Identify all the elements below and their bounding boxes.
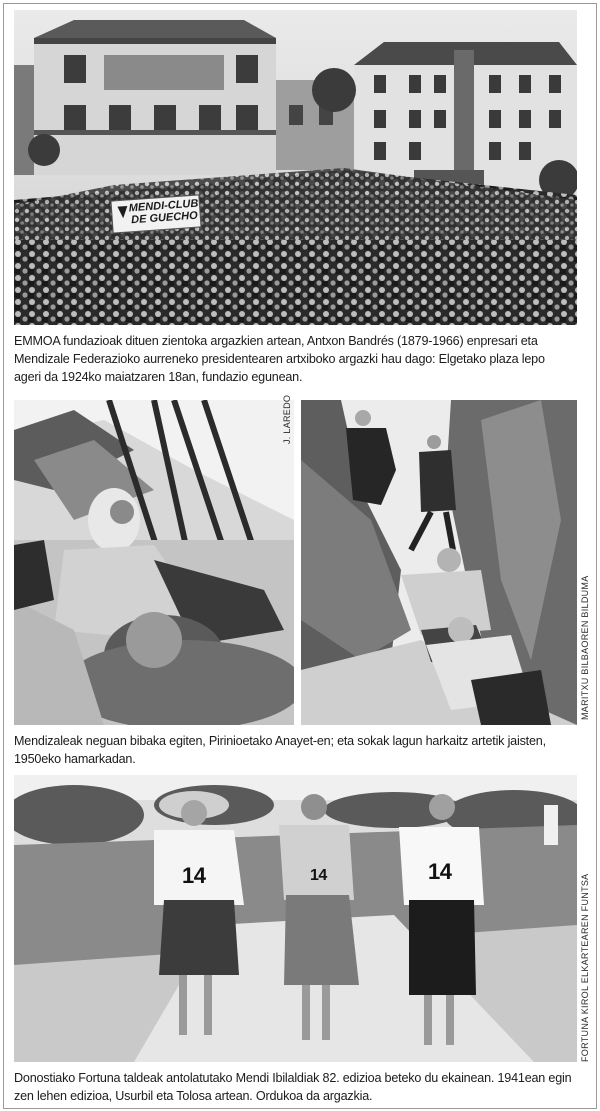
photo-elgeta-plaza	[14, 10, 577, 325]
credit-laredo: J. LAREDO	[282, 394, 292, 444]
banner-line-1: MENDI-CLUB	[128, 197, 199, 215]
caption-elgeta: EMMOA fundazioak dituen zientoka argazkien artean, Antxon Bandrés (1879-1966) enpresari eta Mendizale Federazioko aurreneko presidentearen artxiboko argazki hau dago: Elgetako plaza lepo ageri da 1924ko maiatzaren 18an, fundazio egunean.	[14, 334, 545, 384]
banner-text	[128, 198, 200, 227]
bib-number-middle: 14	[310, 867, 327, 884]
bib-number-right: 14	[428, 859, 452, 884]
caption-winter-climbers: Mendizaleak neguan bibaka egiten, Pirinioetako Anayet-en; eta sokak lagun harkaitz artetik jaisten, 1950eko hamarkadan.	[14, 734, 546, 766]
credit-maritxu: MARITXU BILBAOREN BILDUMA	[580, 575, 590, 720]
photo-anayet-bivouac	[14, 400, 294, 725]
credit-fortuna: FORTUNA KIROL ELKARTEAREN FUNTSA	[580, 873, 590, 1062]
bib-number-left: 14	[182, 863, 206, 888]
banner-line-2: DE GUECHO	[130, 209, 199, 227]
photo-fortuna-walkers	[14, 775, 577, 1062]
caption-fortuna: Donostiako Fortuna taldeak antolatutako Mendi Ibilaldiak 82. edizioa beteko du ekainean. 1941ean egin zen lehen edizioa, Usurbil eta Tolosa artean. Ordukoa da argazkia.	[14, 1071, 572, 1103]
photo-climbers-rocks	[301, 400, 577, 725]
